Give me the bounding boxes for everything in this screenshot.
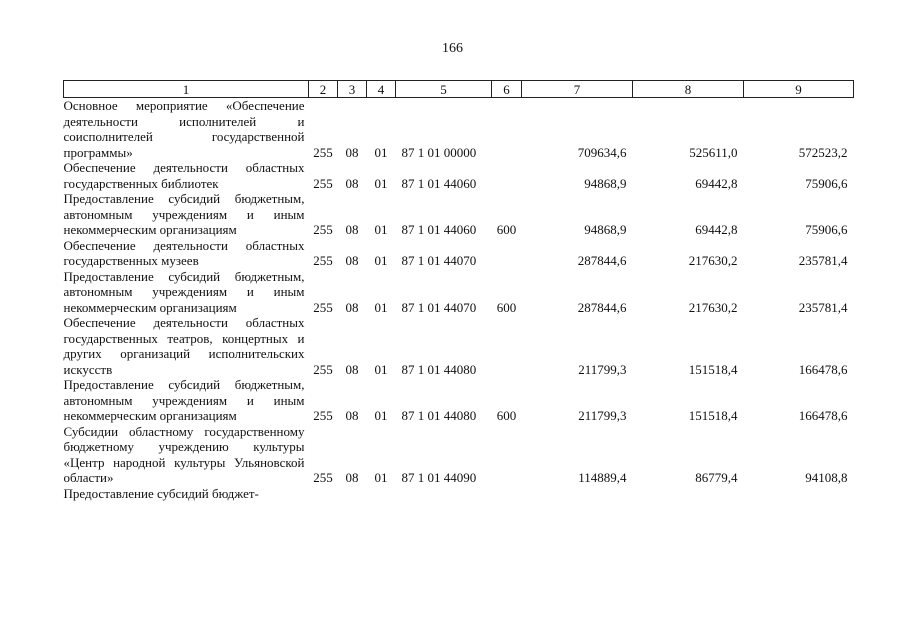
section-cell: 08 (345, 144, 359, 160)
section-cell: 08 (345, 175, 359, 191)
amount-col9-cell: 235781,4 (798, 299, 848, 315)
table-row (64, 160, 854, 191)
row-name-cell: Предоставление субсидий бюджетным, автономным учреждениям и иным некоммерческим организациям (63, 268, 305, 315)
amount-col8-cell: 69442,8 (695, 175, 738, 191)
amount-col8-cell: 151518,4 (688, 361, 738, 377)
row-name-cell: Предоставление субсидий бюджетным, автономным учреждениям и иным некоммерческим организациям (63, 377, 305, 423)
amount-col7-cell: 114889,4 (578, 470, 627, 485)
expense-type-cell: 600 (496, 299, 517, 315)
section-cell: 08 (345, 470, 359, 485)
section-cell (338, 486, 367, 502)
target-article-cell: 87 1 01 44070 (401, 253, 477, 268)
amount-col8-cell: 69442,8 (695, 222, 738, 237)
target-article-cell: 87 1 01 00000 (401, 144, 477, 160)
amount-col7-cell: 94868,9 (584, 222, 627, 237)
admin-code-cell: 255 (313, 175, 333, 191)
admin-code-cell: 255 (313, 299, 333, 315)
subsection-cell (367, 486, 396, 502)
amount-col8-cell: 525611,0 (689, 144, 738, 160)
row-name-cell: Обеспечение деятельности областных государственных музеев (63, 237, 305, 268)
expense-type-cell (492, 98, 522, 161)
column-header-1: 1 (64, 81, 309, 98)
admin-code-cell: 255 (313, 408, 333, 423)
page-number: 166 (442, 41, 463, 56)
target-article-cell: 87 1 01 44060 (401, 222, 477, 237)
admin-code-cell: 255 (313, 222, 333, 237)
subsection-cell: 01 (374, 408, 388, 423)
budget-table (63, 80, 854, 501)
column-header-5: 5 (396, 81, 492, 98)
amount-col8-cell: 151518,4 (688, 408, 738, 423)
column-header-7: 7 (522, 81, 633, 98)
target-article-cell: 87 1 01 44080 (401, 361, 477, 377)
amount-col9-cell: 75906,6 (805, 222, 848, 237)
column-number-row (64, 81, 854, 98)
section-cell: 08 (345, 299, 359, 315)
column-header-3: 3 (338, 81, 367, 98)
table-body (64, 98, 854, 502)
amount-col8-cell: 217630,2 (688, 253, 738, 268)
amount-col9-cell: 94108,8 (805, 470, 848, 485)
amount-col9-cell: 166478,6 (798, 361, 848, 377)
amount-col8-cell: 86779,4 (695, 470, 738, 485)
target-article-cell: 87 1 01 44060 (401, 175, 477, 191)
table-row (64, 486, 854, 502)
row-name-cell: Основное мероприятие «Обеспечение деятельности исполнителей и соисполнителей государственной программы» (63, 98, 305, 160)
subsection-cell: 01 (374, 361, 388, 377)
row-name-cell: Предоставление субсидий бюджетным, автономным учреждениям и иным некоммерческим организациям (63, 191, 305, 237)
amount-col8-cell: 217630,2 (688, 299, 738, 315)
column-header-8: 8 (633, 81, 744, 98)
row-name-cell: Предоставление субсидий бюджет- (63, 485, 259, 501)
section-cell: 08 (345, 253, 359, 268)
amount-col7-cell: 287844,6 (577, 299, 627, 315)
table-row (64, 238, 854, 269)
amount-col7-cell: 211799,3 (578, 361, 627, 377)
target-article-cell: 87 1 01 44090 (401, 470, 477, 485)
subsection-cell: 01 (374, 470, 388, 485)
amount-col9-cell: 166478,6 (798, 408, 848, 423)
column-header-2: 2 (309, 81, 338, 98)
amount-col9-cell: 75906,6 (805, 175, 848, 191)
expense-type-cell (492, 486, 522, 502)
section-cell: 08 (345, 361, 359, 377)
amount-col7-cell: 211799,3 (578, 408, 627, 423)
target-article-cell: 87 1 01 44080 (401, 408, 477, 423)
target-article-cell (396, 486, 492, 502)
amount-col9-cell (744, 486, 854, 502)
expense-type-cell: 600 (496, 222, 517, 237)
subsection-cell: 01 (374, 222, 388, 237)
table-row (64, 191, 854, 238)
section-cell: 08 (345, 222, 359, 237)
amount-col7-cell: 94868,9 (584, 175, 627, 191)
table-row (64, 424, 854, 486)
expense-type-cell (492, 424, 522, 486)
amount-col7-cell (522, 486, 633, 502)
admin-code-cell (309, 486, 338, 502)
expense-type-cell (492, 315, 522, 377)
row-name-cell: Обеспечение деятельности областных государственных театров, концертных и других организаций исполнительских искусств (63, 315, 305, 377)
subsection-cell: 01 (374, 144, 388, 160)
amount-col7-cell: 709634,6 (577, 144, 627, 160)
amount-col8-cell (633, 486, 744, 502)
amount-col7-cell: 287844,6 (577, 253, 627, 268)
amount-col9-cell: 235781,4 (798, 253, 848, 268)
column-header-4: 4 (367, 81, 396, 98)
section-cell: 08 (345, 408, 359, 423)
expense-type-cell (492, 160, 522, 191)
subsection-cell: 01 (374, 175, 388, 191)
row-name-cell: Субсидии областному государственному бюджетному учреждению культуры «Центр народной культуры Ульяновской области» (63, 423, 305, 485)
row-name-cell: Обеспечение деятельности областных государственных библиотек (63, 160, 305, 191)
expense-type-cell: 600 (496, 408, 517, 423)
expense-type-cell (492, 238, 522, 269)
table-row (64, 315, 854, 377)
admin-code-cell: 255 (313, 253, 333, 268)
admin-code-cell: 255 (313, 361, 333, 377)
amount-col9-cell: 572523,2 (798, 144, 848, 160)
table-row (64, 269, 854, 316)
subsection-cell: 01 (374, 299, 388, 315)
column-header-6: 6 (492, 81, 522, 98)
admin-code-cell: 255 (313, 470, 333, 485)
target-article-cell: 87 1 01 44070 (401, 299, 477, 315)
table-row (64, 377, 854, 424)
column-header-9: 9 (744, 81, 854, 98)
subsection-cell: 01 (374, 253, 388, 268)
admin-code-cell: 255 (313, 144, 333, 160)
table-row (64, 98, 854, 161)
